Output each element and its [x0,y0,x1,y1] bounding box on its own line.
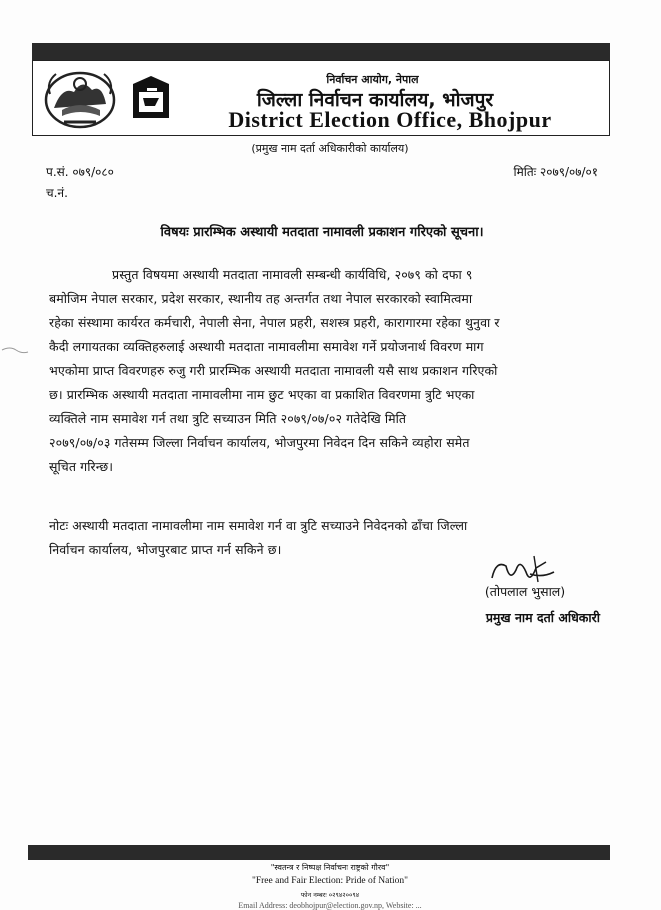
footer-email: Email Address: deobhojpur@election.gov.np, Website: ... [238,901,422,910]
body-line: २०७९/०७/०३ गतेसम्म जिल्ला निर्वाचन कार्यालय, भोजपुरमा निवेदन दिन सकिने व्यहोरा समेत [49,435,470,450]
header-top-bar [32,43,610,60]
footer-motto-english: "Free and Fair Election: Pride of Nation" [251,876,409,886]
election-commission-label: निर्वाचन आयोग, नेपाल [326,73,419,86]
body-line: व्यक्तिले नाम समावेश गर्न तथा त्रुटि सच्याउन मिति २०७९/०७/०२ गतेदेखि मिति [49,411,407,426]
letter-date: मितिः २०७९/०७/०१ [513,165,598,179]
note-line: नोटः अस्थायी मतदाता नामावलीमा नाम समावेश गर्न वा त्रुटि सच्याउने निवेदनको ढाँचा जिल्ला [49,518,468,533]
footer-phone: फोन नम्बरः ०२९४२००९४ [300,891,360,899]
footer-bar [28,845,610,860]
body-line: बमोजिम नेपाल सरकार, प्रदेश सरकार, स्थानीय तह अन्तर्गत तथा नेपाल सरकारको स्वामित्वमा [49,291,473,306]
office-subheading: (प्रमुख नाम दर्ता अधिकारीको कार्यालय) [251,142,409,155]
office-name-nepali: जिल्ला निर्वाचन कार्यालय, भोजपुर [256,89,494,111]
body-line: रहेका संस्थामा कार्यरत कर्मचारी, नेपाली सेना, नेपाल प्रहरी, सशस्त्र प्रहरी, कारागारमा रहेका थुनुवा र [49,315,500,330]
notice-subject: विषयः प्रारम्भिक अस्थायी मतदाता नामावली प्रकाशन गरिएको सूचना। [160,225,484,240]
signatory-title: प्रमुख नाम दर्ता अधिकारी [485,610,600,625]
body-line: कैदी लगायतका व्यक्तिहरुलाई अस्थायी मतदाता नामावलीमा समावेश गर्ने प्रयोजनार्थ विवरण माग [49,339,484,354]
signatory-name: (तोपलाल भुसाल) [484,584,566,599]
body-line: प्रस्तुत विषयमा अस्थायी मतदाता नामावली सम्बन्धी कार्यविधि, २०७९ को दफा ९ [112,267,473,282]
dispatch-number: च.नं. [46,186,68,200]
body-line: भएकोमा प्राप्त विवरणहरु रुजु गरी प्रारम्भिक अस्थायी मतदाता नामावली यसै साथ प्रकाशन गरिएको [49,363,498,378]
body-line: सूचित गरिन्छ। [49,459,114,474]
letter-reference-number: प.सं. ०७९/०८० [46,165,114,179]
body-line: छ। प्रारम्भिक अस्थायी मतदाता नामावलीमा नाम छुट भएका वा प्रकाशित विवरणमा त्रुटि भएका [49,387,475,402]
office-name-english: District Election Office, Bhojpur [228,107,552,132]
note-line: निर्वाचन कार्यालय, भोजपुरबाट प्राप्त गर्न सकिने छ। [49,542,282,557]
margin-scribble-icon [0,340,30,360]
nepal-emblem-icon [42,64,118,130]
footer-motto-nepali: "स्वतन्त्र र निष्पक्ष निर्वाचनः राष्ट्रको गौरव" [270,863,390,872]
ballot-box-icon [125,74,177,124]
